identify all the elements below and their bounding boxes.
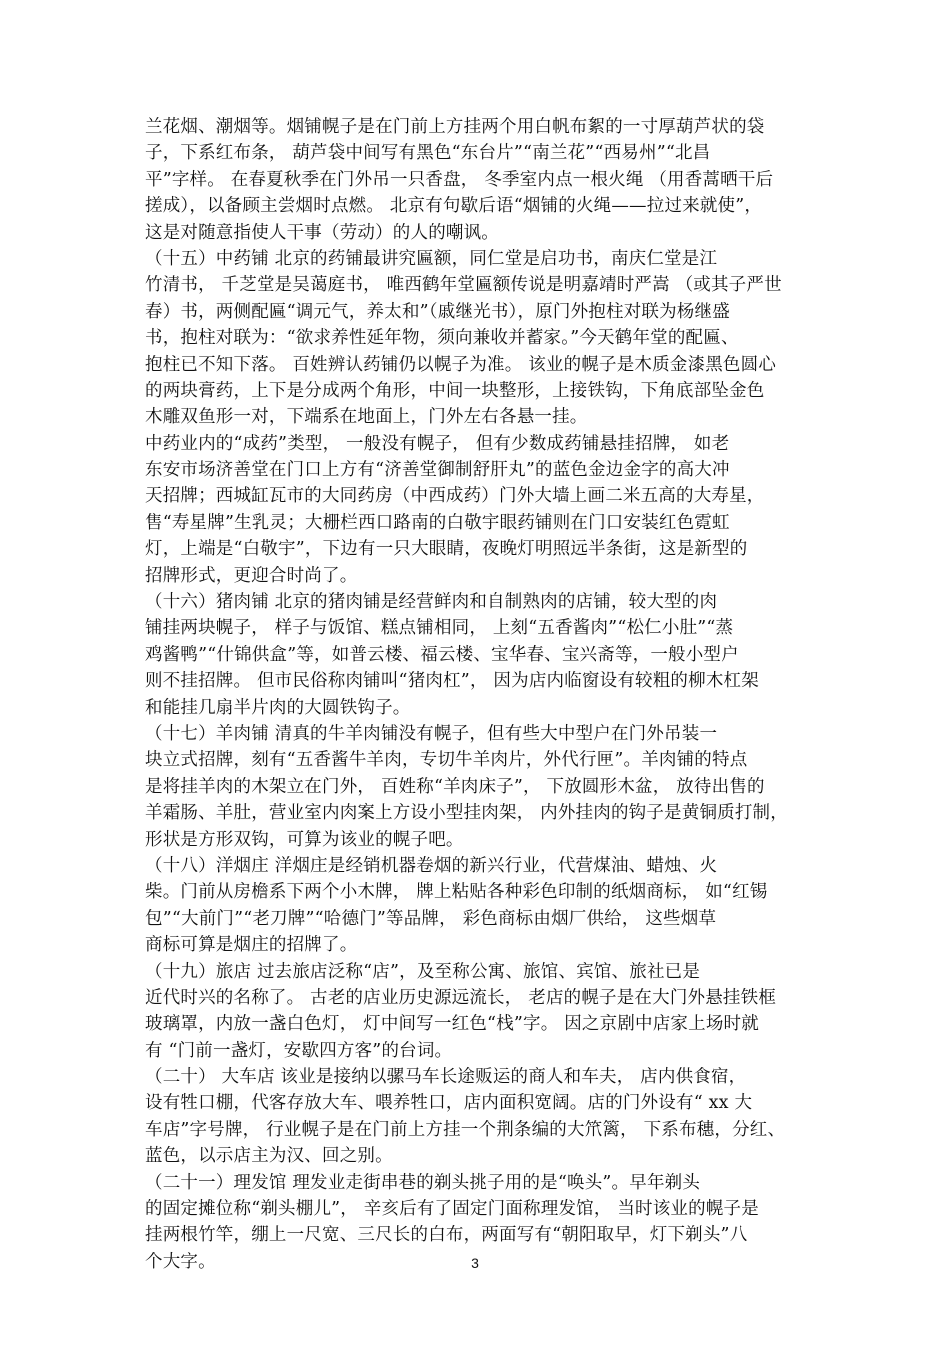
text-line: 木雕双鱼形一对，下端系在地面上，门外左右各悬一挂。 <box>145 407 588 428</box>
text-line: 柴。门前从房檐系下两个小木牌， 牌上粘贴各种彩色印制的纸烟商标， 如“红锡 <box>145 882 768 903</box>
text-line: 售“寿星牌”生乳灵；大栅栏西口路南的白敬宇眼药铺则在门口安装红色霓虹 <box>145 512 730 533</box>
text-line: 搓成），以备顾主尝烟时点燃。 北京有句歇后语“烟铺的火绳——拉过来就使”， <box>145 196 763 217</box>
body-text <box>145 114 817 1275</box>
text-line: 块立式招牌，刻有“五香酱牛羊肉，专切牛羊肉片，外代行匣”。羊肉铺的特点 <box>145 750 748 771</box>
text-line: 玻璃罩，内放一盏白色灯， 灯中间写一红色“栈”字。 因之京剧中店家上场时就 <box>145 1014 759 1035</box>
text-line: 羊霜肠、羊肚，营业室内肉案上方设小型挂肉架， 内外挂肉的钩子是黄铜质打制， <box>145 803 788 824</box>
text-line: 包”“大前门”“老刀牌”“哈德门”等品牌， 彩色商标由烟厂供给， 这些烟草 <box>145 908 717 929</box>
text-line: 书，抱柱对联为：“欲求养性延年物，须向兼收并蓄家。”今天鹤年堂的配匾、 <box>145 328 739 349</box>
text-line: （二十一）理发馆 理发业走街串巷的剃头挑子用的是“唤头”。早年剃头 <box>145 1172 701 1193</box>
text-line: 这是对随意指使人干事（劳动）的人的嘲讽。 <box>145 222 499 243</box>
text-line: 则不挂招牌。 但市民俗称肉铺叫“猪肉杠”， 因为店内临窗设有较粗的柳木杠架 <box>145 671 759 692</box>
text-line: 铺挂两块幌子， 样子与饭馆、糕点铺相同， 上刻“五香酱肉”“松仁小肚”“蒸 <box>145 618 734 639</box>
text-line: 竹清书， 千芝堂是吴蔼庭书， 唯西鹤年堂匾额传说是明嘉靖时严嵩 （或其子严世 <box>145 275 782 296</box>
page-number: 3 <box>471 1255 479 1271</box>
text-line: 子，下系红布条， 葫芦袋中间写有黑色“东台片”“南兰花”“西易州”“北昌 <box>145 143 711 164</box>
text-line: （十五）中药铺 北京的药铺最讲究匾额，同仁堂是启功书，南庆仁堂是江 <box>145 248 718 269</box>
text-line: 和能挂几扇半片肉的大圆铁钩子。 <box>145 697 411 718</box>
text-line: 的两块膏药，上下是分成两个角形，中间一块整形，上接铁钩，下角底部坠金色 <box>145 380 765 401</box>
text-line: （十八）洋烟庄 洋烟庄是经销机器卷烟的新兴行业，代营煤油、蜡烛、火 <box>145 855 718 876</box>
text-line: 春）书，两侧配匾“调元气，养太和”（戚继光书），原门外抱柱对联为杨继盛 <box>145 301 730 322</box>
text-line: 蓝色，以示店主为汉、回之别。 <box>145 1146 393 1167</box>
text-line: 鸡酱鸭”“什锦供盒”等，如普云楼、福云楼、宝华春、宝兴斋等，一般小型户 <box>145 644 739 665</box>
text-line: （十七）羊肉铺 清真的牛羊肉铺没有幌子，但有些大中型户在门外吊装一 <box>145 723 718 744</box>
text-line: 兰花烟、潮烟等。烟铺幌子是在门前上方挂两个用白帆布絮的一寸厚葫芦状的袋 <box>145 117 765 137</box>
text-line: 天招牌；西城缸瓦市的大同药房（中西成药）门外大墙上画二米五高的大寿星， <box>145 486 765 507</box>
text-line: 车店”字号牌， 行业幌子是在门前上方挂一个荆条编的大笊篱， 下系布穗，分红、 <box>145 1119 786 1140</box>
text-line: 近代时兴的名称了。 古老的店业历史源远流长， 老店的幌子是在大门外悬挂铁框 <box>145 987 777 1008</box>
text-line: 东安市场济善堂在门口上方有“济善堂御制舒肝丸”的蓝色金边金字的高大冲 <box>145 460 730 481</box>
text-line: （十六）猪肉铺 北京的猪肉铺是经营鲜肉和自制熟肉的店铺，较大型的肉 <box>145 592 718 613</box>
text-line: （二十） 大车店 该业是接纳以骡马车长途贩运的商人和车夫， 店内供食宿， <box>145 1067 747 1088</box>
text-line: 商标可算是烟庄的招牌了。 <box>145 935 358 956</box>
text-line: 抱柱已不知下落。 百姓辨认药铺仍以幌子为准。 该业的幌子是木质金漆黑色圆心 <box>145 354 777 375</box>
text-line: 挂两根竹竿，绷上一尺宽、三尺长的白布，两面写有“朝阳取早，灯下剃头”八 <box>145 1225 748 1246</box>
text-line: 是将挂羊肉的木架立在门外， 百姓称“羊肉床子”， 下放圆形木盆， 放待出售的 <box>145 776 765 797</box>
text-line: 有 “门前一盏灯，安歇四方客”的台词。 <box>145 1040 453 1061</box>
text-line: 个大字。 <box>145 1251 216 1272</box>
text-line: 中药业内的“成药”类型， 一般没有幌子， 但有少数成药铺悬挂招牌， 如老 <box>145 433 730 454</box>
text-line: 平”字样。 在春夏秋季在门外吊一只香盘， 冬季室内点一根火绳 （用香蒿晒干后 <box>145 169 774 190</box>
text-line: 的固定摊位称“剃头棚儿”， 辛亥后有了固定门面称理发馆， 当时该业的幌子是 <box>145 1199 759 1220</box>
text-line: 灯，上端是“白敬宇”，下边有一只大眼睛，夜晚灯明照远半条街，这是新型的 <box>145 539 748 560</box>
text-line: （十九）旅店 过去旅店泛称“店”，及至称公寓、旅馆、宾馆、旅社已是 <box>145 961 701 982</box>
text-line: 招牌形式，更迎合时尚了。 <box>145 565 358 586</box>
text-line: 设有牲口棚，代客存放大车、喂养牲口，店内面积宽阔。店的门外设有“ xx 大 <box>145 1093 753 1114</box>
text-line: 形状是方形双钩，可算为该业的幌子吧。 <box>145 829 464 850</box>
